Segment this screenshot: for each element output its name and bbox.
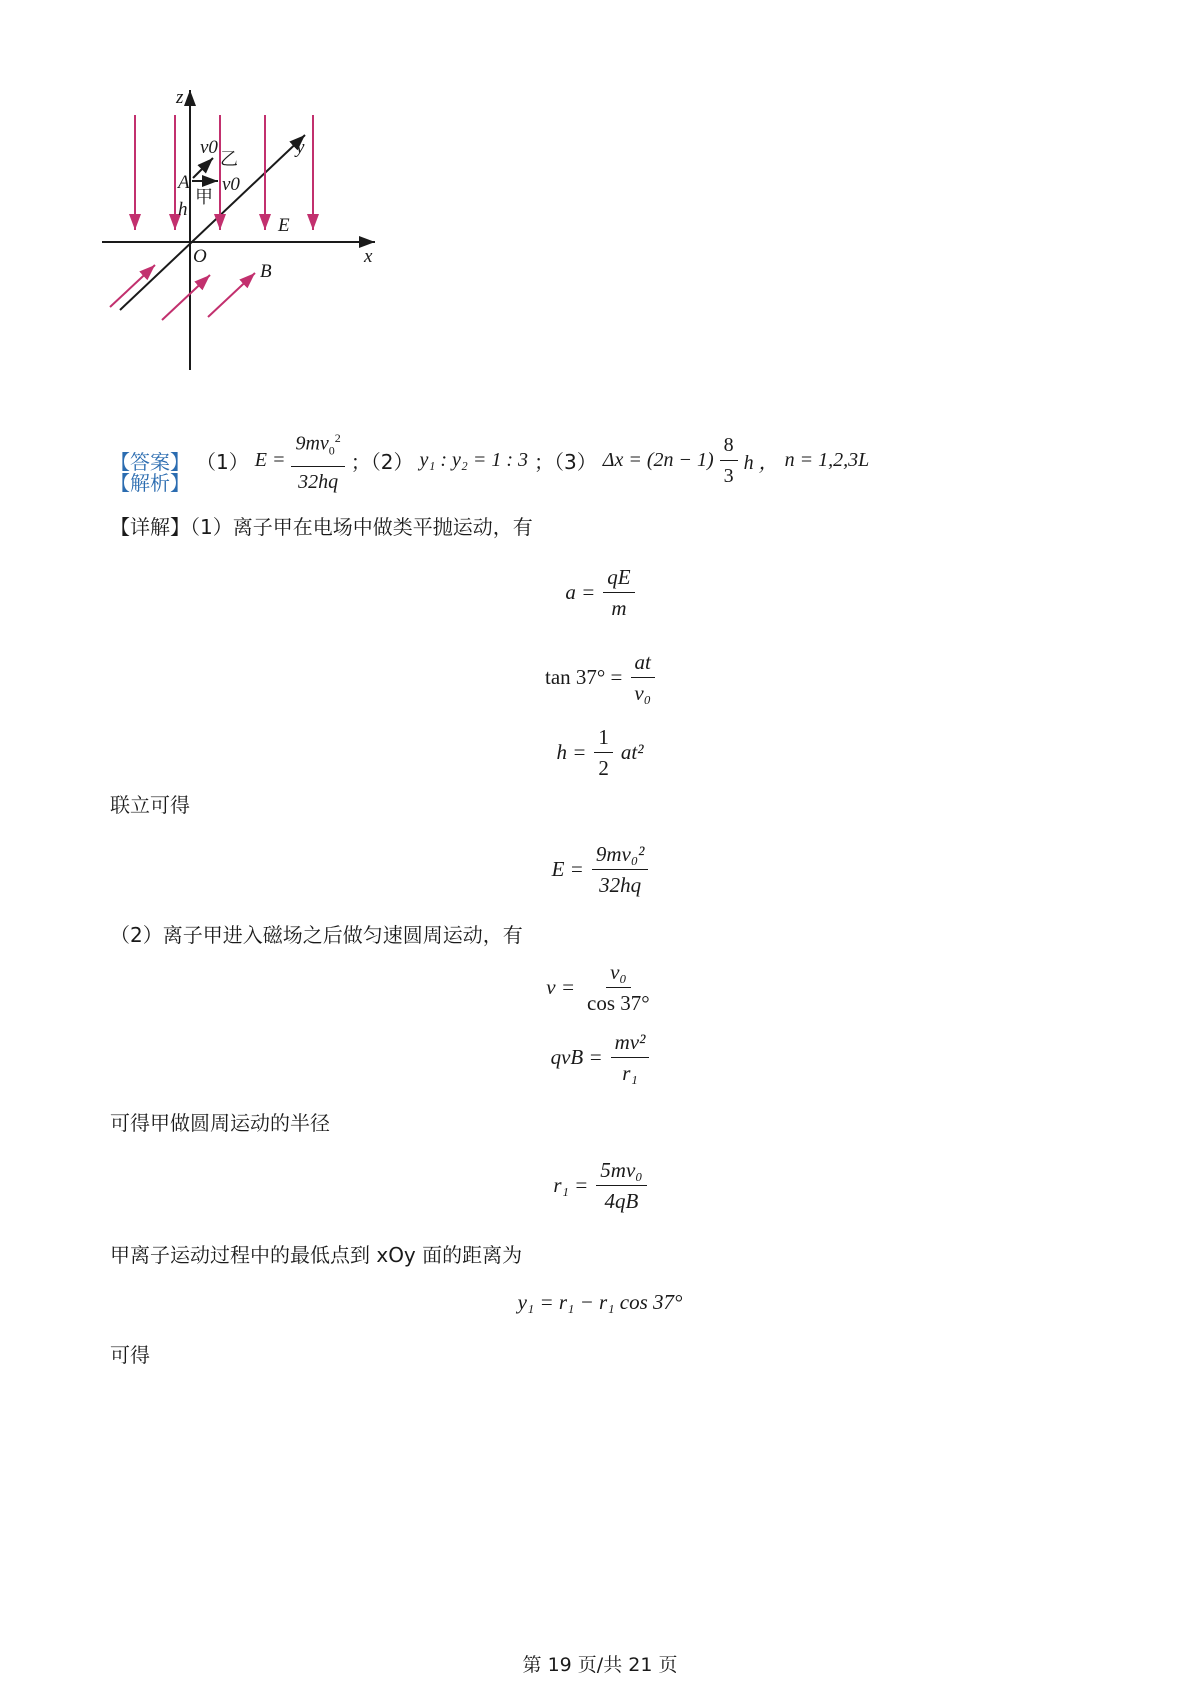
label-z: z — [176, 87, 184, 108]
answer-part1-num: 9mv — [295, 432, 329, 455]
eq-qvb-num: mv² — [611, 1030, 650, 1058]
label-x: x — [364, 246, 373, 267]
answer-part3-den: 3 — [723, 464, 734, 487]
eq-a-lhs: a = — [565, 580, 596, 604]
answer-part3-expr-c: n = 1,2,3L — [784, 448, 870, 471]
eq-v-num: v₀ — [606, 960, 631, 988]
answer-part1-label: （1） — [196, 449, 249, 474]
answer-part2-label: ；（2） — [350, 449, 414, 474]
part2-intro: （2）离子甲进入磁场之后做匀速圆周运动，有 — [110, 923, 523, 947]
equation-tangent — [0, 650, 1200, 705]
eq-h-rhs: at² — [620, 740, 644, 764]
b-field-arrow — [162, 275, 210, 320]
detail-part1-intro: （1）离子甲在电场中做类平抛运动，有 — [190, 515, 533, 539]
answer-part2-expr: y₁ : y₂ = 1 : 3 — [419, 448, 528, 471]
answer-part3-num: 8 — [720, 433, 738, 461]
can-get-text: 可得 — [110, 1343, 150, 1367]
eq-E-den: 32hq — [599, 873, 642, 897]
eq-a-num: qE — [603, 565, 634, 593]
equation-lorentz — [0, 1030, 1200, 1085]
answer-part1-fraction: $\frac{9mv_0^2}{32hq}$ — [291, 426, 344, 494]
equation-y1 — [0, 1290, 1200, 1315]
answer-part3-expr-a: Δx = (2n − 1) — [602, 448, 714, 471]
eq-v-lhs: v = — [546, 975, 576, 999]
analysis-tag: 【解析】 — [110, 471, 190, 495]
label-B: B — [260, 261, 272, 282]
eq-qvb-den: r₁ — [622, 1061, 638, 1085]
label-v0-yi: v0 — [200, 137, 218, 158]
label-E: E — [278, 215, 290, 236]
b-field-arrow — [208, 273, 255, 317]
eq-r1-den: 4qB — [604, 1189, 639, 1213]
equation-velocity — [0, 960, 1200, 1015]
label-v0-jia: v0 — [222, 174, 240, 195]
label-jia: 甲 — [195, 187, 213, 208]
answer-part1-lhs: E = — [254, 448, 286, 471]
eq-r1-lhs: r₁ = — [553, 1173, 589, 1197]
b-field-arrow — [110, 265, 155, 307]
eq-a-den: m — [611, 596, 627, 620]
answer-part3-fraction — [720, 433, 738, 488]
coordinate-figure — [100, 85, 420, 405]
detail-tag: 【详解】 — [110, 515, 190, 539]
label-O: O — [193, 246, 207, 267]
combine-text: 联立可得 — [110, 793, 190, 817]
eq-h-num: 1 — [594, 725, 613, 753]
eq-tan-den: v₀ — [634, 681, 652, 705]
eq-E-num: 9mv₀² — [592, 842, 649, 870]
field-diagram — [100, 85, 420, 405]
label-A: A — [178, 172, 190, 193]
page-footer: 第 19 页/共 21 页 — [522, 1654, 678, 1676]
eq-v-den: cos 37° — [587, 991, 650, 1015]
detail-intro — [110, 512, 533, 542]
eq-h-lhs: h = — [556, 740, 587, 764]
answer-part3-expr-b: h ， — [743, 451, 779, 474]
eq-y1: y₁ = r₁ − r₁ cos 37° — [517, 1290, 683, 1314]
eq-tan-num: at — [631, 650, 655, 678]
velocity-arrow-yi — [193, 158, 213, 178]
eq-tan-lhs: tan 37° = — [544, 665, 623, 689]
label-y: y — [296, 137, 305, 158]
label-h: h — [178, 199, 188, 220]
eq-r1-num: 5mv₀ — [596, 1158, 646, 1186]
equation-radius — [0, 1158, 1200, 1213]
answer-tag: 【答案】 — [110, 449, 190, 474]
eq-E-lhs: E = — [551, 857, 584, 881]
answer-line — [110, 425, 869, 495]
eq-qvb-lhs: qvB = — [550, 1045, 603, 1069]
eq-h-den: 2 — [598, 756, 609, 780]
answer-part3-label: ；（3） — [534, 449, 597, 474]
answer-part1-den: 32hq — [298, 470, 339, 493]
equation-field-strength — [0, 842, 1200, 897]
label-yi: 乙 — [220, 149, 238, 170]
radius-intro: 可得甲做圆周运动的半径 — [110, 1111, 330, 1135]
equation-height — [0, 725, 1200, 780]
equation-acceleration — [0, 565, 1200, 620]
lowest-point-intro: 甲离子运动过程中的最低点到 xOy 面的距离为 — [110, 1243, 523, 1267]
